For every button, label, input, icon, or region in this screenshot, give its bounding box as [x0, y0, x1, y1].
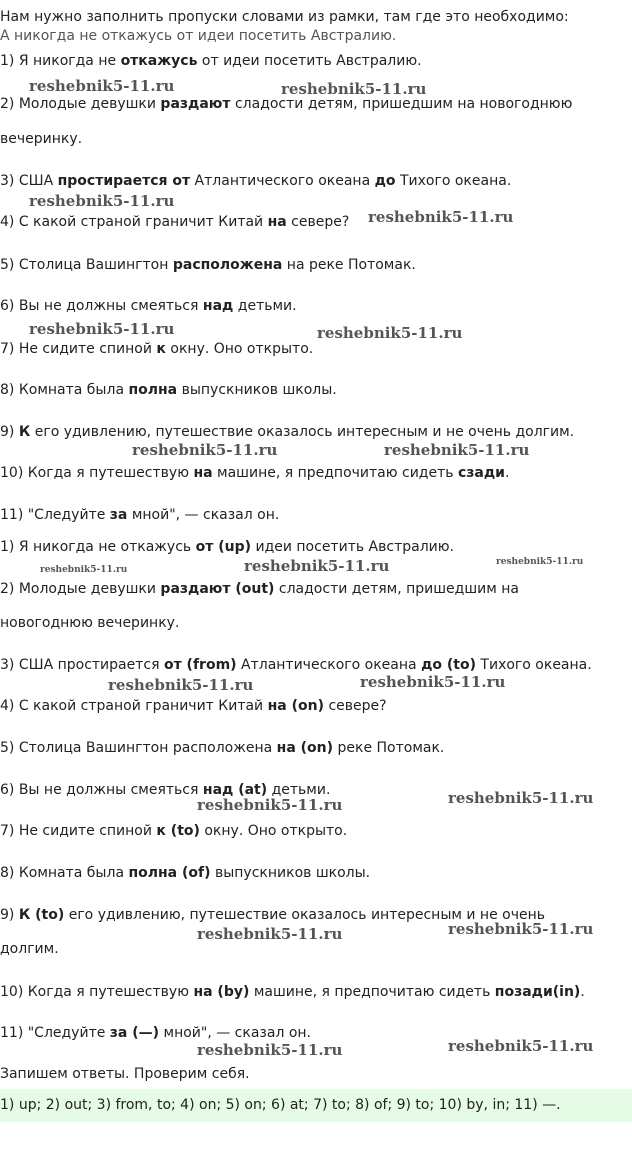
- line-text: новогоднюю вечеринку.: [0, 615, 180, 631]
- answer-word: раздают (out): [160, 581, 275, 597]
- answer-word: полна: [128, 382, 178, 398]
- line-text: выпускников школы.: [210, 865, 371, 881]
- line-text: 3) США: [0, 173, 58, 189]
- line-text: Атлантического океана: [190, 173, 375, 189]
- line-text: долгим.: [0, 941, 59, 957]
- watermark: reshebnik5-11.ru: [244, 557, 390, 575]
- line-text: 7) Не сидите спиной: [0, 823, 157, 839]
- header-line: Нам нужно заполнить пропуски словами из рамки, там где это необходимо:: [0, 9, 569, 25]
- line-text: 4) С какой страной граничит Китай: [0, 698, 268, 714]
- exercise-line: [0, 538, 454, 556]
- line-text: 1) Я никогда не: [0, 53, 121, 69]
- exercise-line: [0, 614, 179, 632]
- answer-word: от (up): [195, 539, 252, 555]
- watermark: reshebnik5-11.ru: [197, 1041, 343, 1059]
- watermark: reshebnik5-11.ru: [384, 441, 530, 459]
- answer-word: на (on): [276, 740, 334, 756]
- line-text: 11) "Следуйте: [0, 1025, 110, 1041]
- answer-word: К: [18, 424, 31, 440]
- answer-word: к: [156, 341, 166, 357]
- exercise-line: [0, 340, 313, 358]
- line-text: 6) Вы не должны смеяться: [0, 782, 203, 798]
- line-text: Тихого океана.: [395, 173, 512, 189]
- watermark: reshebnik5-11.ru: [496, 557, 584, 567]
- exercise-line: [0, 983, 585, 1001]
- answer-word: откажусь: [120, 53, 198, 69]
- check-yourself-line: Запишем ответы. Проверим себя.: [0, 1066, 250, 1082]
- line-text: детьми.: [267, 782, 331, 798]
- exercise-line: [0, 656, 592, 674]
- watermark: reshebnik5-11.ru: [132, 441, 278, 459]
- line-text: 9): [0, 424, 19, 440]
- exercise-line: [0, 697, 387, 715]
- line-text: 9): [0, 907, 19, 923]
- watermark: reshebnik5-11.ru: [448, 920, 594, 938]
- line-text: идеи посетить Австралию.: [251, 539, 454, 555]
- answer-word: на: [267, 214, 287, 230]
- answer-word: до: [374, 173, 396, 189]
- answer-word: над (at): [202, 782, 268, 798]
- line-text: сладости детям, пришедшим на: [274, 581, 520, 597]
- answer-word: до (to): [421, 657, 476, 673]
- exercise-line: [0, 381, 337, 399]
- line-text: его удивлению, путешествие оказалось интересным и не очень: [64, 907, 546, 923]
- line-text: 6) Вы не должны смеяться: [0, 298, 203, 314]
- answer-word: над: [202, 298, 234, 314]
- watermark: reshebnik5-11.ru: [29, 77, 175, 95]
- answer-word: простирается от: [57, 173, 191, 189]
- watermark: reshebnik5-11.ru: [29, 320, 175, 338]
- exercise-line: [0, 256, 416, 274]
- watermark: reshebnik5-11.ru: [368, 208, 514, 226]
- answer-word: за: [109, 507, 128, 523]
- line-text: вечеринку.: [0, 131, 83, 147]
- exercise-line: [0, 822, 347, 840]
- watermark: reshebnik5-11.ru: [360, 673, 506, 691]
- clipped-text: А никогда не откажусь от идеи посетить Австралию.: [0, 28, 397, 44]
- answer-word: раздают: [160, 96, 231, 112]
- exercise-line: [0, 130, 82, 148]
- line-text: Тихого океана.: [475, 657, 592, 673]
- answer-word: на: [193, 465, 213, 481]
- exercise-line: [0, 506, 279, 524]
- watermark: reshebnik5-11.ru: [281, 80, 427, 98]
- answer-word: от (from): [163, 657, 237, 673]
- watermark: reshebnik5-11.ru: [108, 676, 254, 694]
- line-text: мной", — сказал он.: [127, 507, 280, 523]
- exercise-line: [0, 297, 297, 315]
- exercise-line: [0, 213, 349, 231]
- line-text: 8) Комната была: [0, 865, 129, 881]
- exercise-line: [0, 580, 519, 598]
- line-text: машине, я предпочитаю сидеть: [212, 465, 458, 481]
- line-text: 7) Не сидите спиной: [0, 341, 157, 357]
- line-text: выпускников школы.: [177, 382, 337, 398]
- answer-word: на (on): [267, 698, 324, 714]
- watermark: reshebnik5-11.ru: [317, 324, 463, 342]
- exercise-line: [0, 423, 574, 441]
- line-text: на реке Потомак.: [282, 257, 416, 273]
- watermark: reshebnik5-11.ru: [29, 192, 175, 210]
- answer-word: полна (of): [128, 865, 211, 881]
- answer-word: на (by): [193, 984, 250, 1000]
- watermark: reshebnik5-11.ru: [197, 796, 343, 814]
- watermark: reshebnik5-11.ru: [448, 789, 594, 807]
- line-text: 5) Столица Вашингтон: [0, 257, 173, 273]
- answers-box: [0, 1089, 632, 1122]
- answer-word: К (to): [18, 907, 65, 923]
- exercise-line: [0, 940, 59, 958]
- line-text: севере?: [286, 214, 350, 230]
- answer-word: расположена: [172, 257, 283, 273]
- answer-word: за (—): [109, 1025, 160, 1041]
- line-text: 10) Когда я путешествую: [0, 465, 194, 481]
- line-text: окну. Оно открыто.: [199, 823, 348, 839]
- watermark: reshebnik5-11.ru: [197, 925, 343, 943]
- answer-word: к (to): [156, 823, 200, 839]
- line-text: 5) Столица Вашингтон расположена: [0, 740, 277, 756]
- line-text: севере?: [324, 698, 387, 714]
- exercise-line: [0, 739, 444, 757]
- exercise-line: [0, 1024, 311, 1042]
- exercise-line: [0, 52, 422, 70]
- line-text: мной", — сказал он.: [159, 1025, 312, 1041]
- line-text: .: [580, 984, 585, 1000]
- line-text: машине, я предпочитаю сидеть: [249, 984, 495, 1000]
- line-text: 2) Молодые девушки: [0, 96, 161, 112]
- exercise-line: [0, 464, 509, 482]
- line-text: Атлантического океана: [236, 657, 422, 673]
- line-text: 1) Я никогда не откажусь: [0, 539, 196, 555]
- line-text: 10) Когда я путешествую: [0, 984, 194, 1000]
- line-text: .: [504, 465, 510, 481]
- line-text: от идеи посетить Австралию.: [197, 53, 422, 69]
- line-text: сладости детям, пришедшим на новогоднюю: [230, 96, 573, 112]
- answer-word: сзади: [457, 465, 505, 481]
- watermark: reshebnik5-11.ru: [448, 1037, 594, 1055]
- clipped-text-line: [0, 28, 397, 46]
- line-text: 4) С какой страной граничит Китай: [0, 214, 268, 230]
- line-text: окну. Оно открыто.: [165, 341, 314, 357]
- line-text: 8) Комната была: [0, 382, 129, 398]
- watermark: reshebnik5-11.ru: [40, 565, 128, 575]
- line-text: 3) США простирается: [0, 657, 164, 673]
- line-text: его удивлению, путешествие оказалось интересным и не очень долгим.: [30, 424, 575, 440]
- line-text: 11) "Следуйте: [0, 507, 110, 523]
- answers-text: 1) up; 2) out; 3) from, to; 4) on; 5) on; 6) at; 7) to; 8) of; 9) to; 10) by, in; 11) —.: [0, 1097, 561, 1113]
- exercise-line: [0, 172, 511, 190]
- answer-word: позади(in): [494, 984, 581, 1000]
- exercise-line: [0, 864, 370, 882]
- line-text: реке Потомак.: [333, 740, 445, 756]
- line-text: 2) Молодые девушки: [0, 581, 161, 597]
- line-text: детьми.: [233, 298, 297, 314]
